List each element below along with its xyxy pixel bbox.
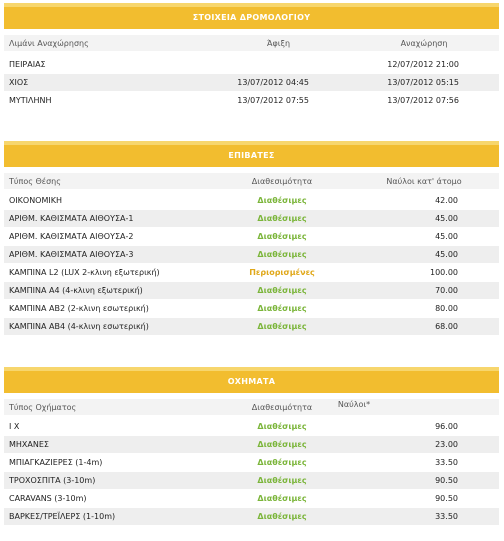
- seat-type: ΚΑΜΠΙΝΑ Α4 (4-κλινη εξωτερική): [9, 286, 143, 295]
- table-row: [4, 227, 499, 245]
- fare-value: 33.50: [435, 512, 458, 521]
- departure-time: 13/07/2012 07:56: [387, 96, 459, 105]
- table-row: [4, 507, 499, 525]
- fare-value: 33.50: [435, 458, 458, 467]
- passengers-panel: [4, 141, 499, 335]
- fare-value: 45.00: [435, 250, 458, 259]
- col-departure-port: Λιμάνι Αναχώρησης: [9, 38, 89, 48]
- seat-type: ΚΑΜΠΙΝΑ ΑΒ4 (4-κλινη εσωτερική): [9, 322, 149, 331]
- fare-value: 90.50: [435, 476, 458, 485]
- table-row: [4, 245, 499, 263]
- seat-type: ΑΡΙΘΜ. ΚΑΘΙΣΜΑΤΑ ΑΙΘΟΥΣΑ-1: [9, 214, 134, 223]
- passengers-column-header: [4, 173, 499, 189]
- table-row: [4, 263, 499, 281]
- availability-status: Διαθέσιμες: [257, 304, 307, 313]
- arrival-time: [229, 56, 309, 73]
- fare-value: 23.00: [435, 440, 458, 449]
- col-fare-per-person: Ναύλοι κατ' άτομο: [386, 176, 462, 186]
- fare-value: 96.00: [435, 422, 458, 431]
- table-row: [4, 281, 499, 299]
- vehicles-panel: [4, 367, 499, 525]
- table-row: [4, 299, 499, 317]
- fare-value: 68.00: [435, 322, 458, 331]
- fare-value: 42.00: [435, 196, 458, 205]
- col-vehicle-type: Τύπος Οχήματος: [9, 402, 77, 412]
- table-row: [4, 435, 499, 453]
- fare-value: 80.00: [435, 304, 458, 313]
- table-row: [4, 73, 499, 91]
- passenger-rows: [4, 191, 499, 335]
- col-seat-type: Τύπος Θέσης: [9, 176, 61, 186]
- fare-value: 70.00: [435, 286, 458, 295]
- table-row: [4, 191, 499, 209]
- availability-status: Διαθέσιμες: [257, 232, 307, 241]
- col-fare: Ναύλοι*: [337, 400, 371, 409]
- seat-type: ΑΡΙΘΜ. ΚΑΘΙΣΜΑΤΑ ΑΙΘΟΥΣΑ-2: [9, 232, 134, 241]
- vehicle-type: CARAVANS (3-10m): [9, 494, 87, 503]
- col-availability: Διαθεσιμότητα: [251, 402, 313, 412]
- seat-type: ΚΑΜΠΙΝΑ L2 (LUX 2-κλινη εξωτερική): [9, 268, 160, 277]
- vehicles-column-header: [4, 399, 499, 415]
- arrival-time: 13/07/2012 07:55: [237, 96, 309, 105]
- availability-status: Διαθέσιμες: [257, 196, 307, 205]
- fare-value: 90.50: [435, 494, 458, 503]
- table-row: [4, 91, 499, 109]
- route-column-header: [4, 35, 499, 51]
- route-rows: [4, 55, 499, 109]
- vehicles-title: ΟΧΗΜΑΤΑ: [4, 367, 499, 393]
- availability-status: Διαθέσιμες: [257, 422, 307, 431]
- fare-value: 100.00: [430, 268, 458, 277]
- route-panel: [4, 3, 499, 109]
- seat-type: ΑΡΙΘΜ. ΚΑΘΙΣΜΑΤΑ ΑΙΘΟΥΣΑ-3: [9, 250, 134, 259]
- availability-status: Διαθέσιμες: [257, 494, 307, 503]
- port-name: ΧΙΟΣ: [9, 78, 29, 87]
- availability-status: Διαθέσιμες: [257, 250, 307, 259]
- seat-type: ΚΑΜΠΙΝΑ ΑΒ2 (2-κλινη εσωτερική): [9, 304, 149, 313]
- availability-status: Περιορισμένες: [249, 268, 315, 277]
- vehicle-type: ΜΗΧΑΝΕΣ: [9, 440, 49, 449]
- vehicle-type: ΜΠΙΑΓΚΑΖΙΕΡΕΣ (1-4m): [9, 458, 103, 467]
- seat-type: ΟΙΚΟΝΟΜΙΚΗ: [9, 196, 63, 205]
- table-row: [4, 471, 499, 489]
- table-row: [4, 317, 499, 335]
- col-availability: Διαθεσιμότητα: [251, 176, 313, 186]
- vehicle-rows: [4, 417, 499, 525]
- availability-status: Διαθέσιμες: [257, 476, 307, 485]
- availability-status: Διαθέσιμες: [257, 214, 307, 223]
- table-row: [4, 489, 499, 507]
- availability-status: Διαθέσιμες: [257, 322, 307, 331]
- port-name: ΜΥΤΙΛΗΝΗ: [9, 96, 52, 105]
- arrival-time: 13/07/2012 04:45: [237, 78, 309, 87]
- vehicle-type: ΤΡΟΧΟΣΠΙΤΑ (3-10m): [9, 476, 96, 485]
- passengers-title: ΕΠΙΒΑΤΕΣ: [4, 141, 499, 167]
- availability-status: Διαθέσιμες: [257, 440, 307, 449]
- fare-value: 45.00: [435, 232, 458, 241]
- route-title: ΣΤΟΙΧΕΙΑ ΔΡΟΜΟΛΟΓΙΟΥ: [4, 3, 499, 29]
- table-row: [4, 417, 499, 435]
- departure-time: 13/07/2012 05:15: [387, 78, 459, 87]
- fare-value: 45.00: [435, 214, 458, 223]
- availability-status: Διαθέσιμες: [257, 458, 307, 467]
- table-row: [4, 55, 499, 73]
- table-row: [4, 453, 499, 471]
- vehicle-type: I X: [9, 422, 20, 431]
- col-arrival: Άφιξη: [266, 38, 291, 48]
- availability-status: Διαθέσιμες: [257, 286, 307, 295]
- port-name: ΠΕΙΡΑΙΑΣ: [9, 60, 46, 69]
- table-row: [4, 209, 499, 227]
- col-departure: Αναχώρηση: [400, 38, 448, 48]
- departure-time: 12/07/2012 21:00: [387, 60, 459, 69]
- vehicle-type: ΒΑΡΚΕΣ/ΤΡΕΪΛΕΡΣ (1-10m): [9, 512, 116, 521]
- availability-status: Διαθέσιμες: [257, 512, 307, 521]
